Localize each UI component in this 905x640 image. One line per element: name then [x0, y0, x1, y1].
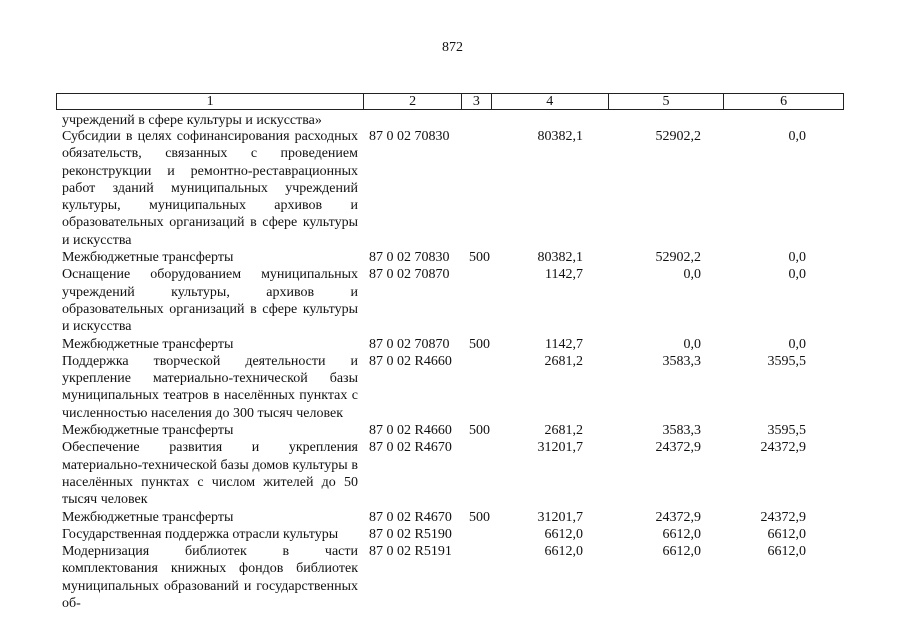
table-row [62, 353, 862, 422]
row-value-5: 24372,9 [655, 440, 701, 456]
continuation-text: учреждений в сфере культуры и искусства» [62, 113, 322, 128]
row-name: Обеспечение развития и укрепления материально-технической базы домов культуры в населённых пунктах с числом жителей до 50 тысяч человек [62, 440, 358, 508]
table-row [62, 526, 862, 543]
row-value-5: 3583,3 [662, 353, 701, 369]
header-col-4: 4 [492, 94, 609, 109]
row-value-6: 0,0 [788, 129, 806, 144]
row-code: 87 0 02 R4670 [369, 509, 452, 525]
row-value-5: 52902,2 [655, 129, 701, 144]
row-value-6: 6612,0 [767, 544, 806, 560]
row-value-4: 31201,7 [537, 509, 583, 525]
table-row [62, 336, 862, 353]
row-value-4: 1142,7 [545, 267, 583, 283]
row-vr: 500 [469, 336, 490, 352]
table-row [62, 422, 862, 439]
row-code: 87 0 02 R5190 [369, 526, 452, 542]
table-row [62, 543, 862, 612]
row-value-4: 80382,1 [537, 129, 583, 144]
row-value-6: 24372,9 [760, 509, 806, 525]
table-row [62, 266, 862, 335]
page-number: 872 [442, 40, 463, 55]
row-value-4: 80382,1 [537, 250, 583, 266]
header-col-2: 2 [364, 94, 462, 109]
row-code: 87 0 02 R4670 [369, 440, 452, 456]
row-value-4: 6612,0 [544, 526, 583, 542]
row-code: 87 0 02 R5191 [369, 544, 452, 560]
row-value-6: 0,0 [788, 250, 806, 266]
row-value-5: 6612,0 [662, 544, 701, 560]
row-name: Межбюджетные трансферты [62, 336, 234, 352]
row-value-4: 2681,2 [544, 423, 583, 439]
row-value-6: 6612,0 [767, 526, 806, 542]
row-name: Межбюджетные трансферты [62, 509, 234, 525]
row-name: Оснащение оборудованием муниципальных учреждений культуры, архивов и образовательных организаций в сфере культуры и искусства [62, 267, 358, 335]
row-vr: 500 [469, 423, 490, 439]
row-value-5: 24372,9 [655, 509, 701, 525]
row-value-4: 2681,2 [544, 353, 583, 369]
header-col-1: 1 [57, 94, 364, 109]
row-value-5: 0,0 [683, 267, 701, 283]
row-value-6: 3595,5 [767, 423, 806, 439]
row-name: Модернизация библиотек в части комплектования книжных фондов библиотек муниципальных образований и государственных об- [62, 544, 358, 612]
row-value-5: 0,0 [683, 336, 701, 352]
row-code: 87 0 02 70870 [369, 267, 450, 283]
row-value-5: 52902,2 [655, 250, 701, 266]
row-value-4: 31201,7 [537, 440, 583, 456]
row-code: 87 0 02 70830 [369, 129, 450, 144]
row-code: 87 0 02 R4660 [369, 423, 452, 439]
row-name: Субсидии в целях софинансирования расходных обязательств, связанных с проведением реконструкции и ремонтно-реставрационных работ зданий муниципальных учреждений культуры, муниципальных архивов и образовательных организаций в сфере культуры и искусства [62, 129, 358, 248]
table-row [62, 128, 862, 249]
row-value-4: 6612,0 [544, 544, 583, 560]
table-header [56, 93, 844, 110]
row-code: 87 0 02 70830 [369, 250, 450, 266]
row-code: 87 0 02 70870 [369, 336, 450, 352]
row-name: Государственная поддержка отрасли культуры [62, 526, 339, 542]
header-col-5: 5 [609, 94, 725, 109]
row-code: 87 0 02 R4660 [369, 353, 452, 369]
header-col-3: 3 [462, 94, 492, 109]
table-rows [62, 128, 862, 612]
row-name: Межбюджетные трансферты [62, 423, 234, 439]
table-row [62, 249, 862, 266]
row-value-6: 3595,5 [767, 353, 806, 369]
row-value-6: 24372,9 [760, 440, 806, 456]
row-value-4: 1142,7 [545, 336, 583, 352]
row-value-5: 3583,3 [662, 423, 701, 439]
table-body [62, 113, 862, 612]
row-vr: 500 [469, 250, 490, 266]
table-row [62, 509, 862, 526]
row-value-6: 0,0 [788, 336, 806, 352]
row-value-6: 0,0 [788, 267, 806, 283]
header-col-6: 6 [780, 94, 788, 109]
row-vr: 500 [469, 509, 490, 525]
row-name: Межбюджетные трансферты [62, 250, 234, 266]
row-name: Поддержка творческой деятельности и укрепление материально-технической базы муниципальных театров в населённых пунктах с численностью населения до 300 тысяч человек [62, 353, 358, 421]
row-value-5: 6612,0 [662, 526, 701, 542]
table-row [62, 439, 862, 508]
